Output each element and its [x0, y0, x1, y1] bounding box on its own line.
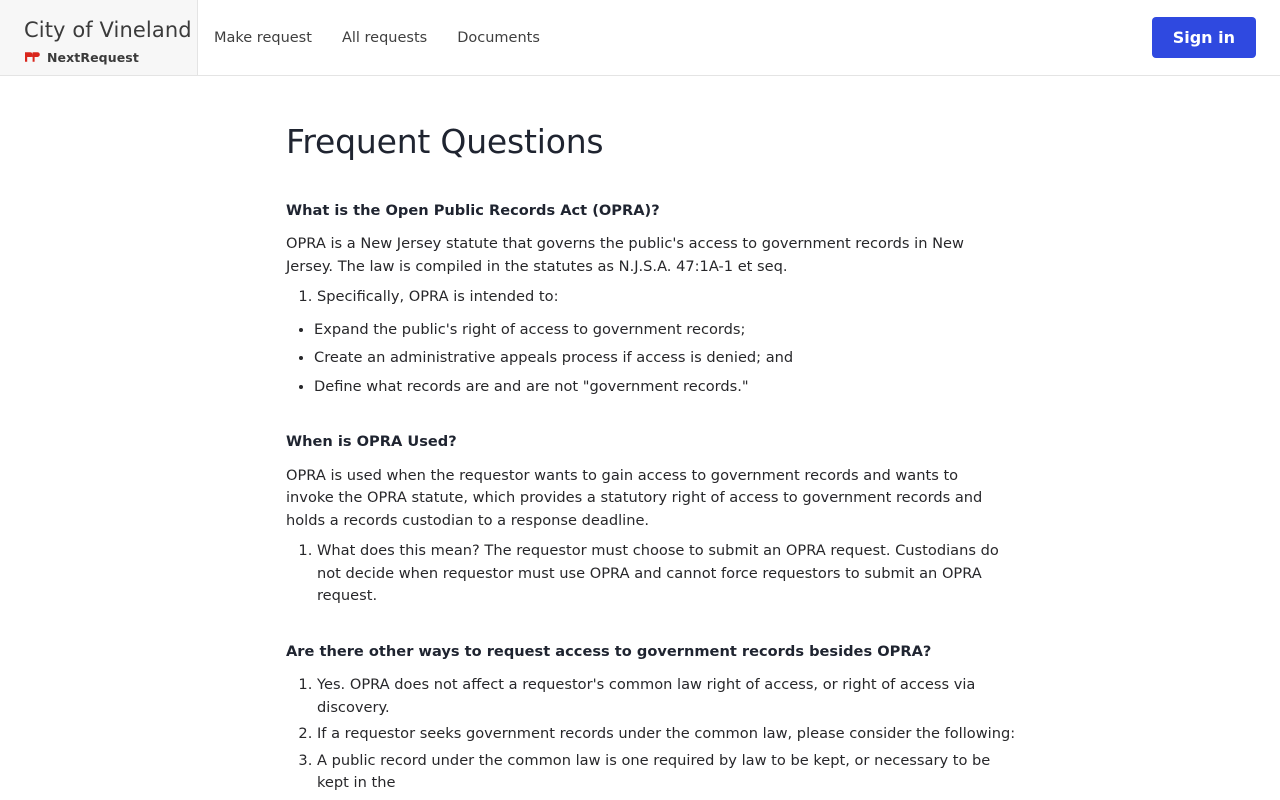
site-header	[0, 0, 1280, 76]
brand-subtitle: NextRequest	[47, 49, 139, 65]
faq-answer-paragraph: OPRA is a New Jersey statute that governs the public's access to government records in New Jersey. The law is compiled in the statutes as N.J.S.A. 47:1A-1 et seq.	[286, 235, 964, 275]
nav-item-make-request[interactable]: Make request	[214, 29, 312, 46]
nav-item-documents[interactable]: Documents	[457, 29, 540, 46]
list-item: 1. Yes. OPRA does not affect a requestor's common law right of access, or right of access via discovery.	[317, 674, 1022, 719]
list-item: 3. A public record under the common law is one required by law to be kept, or necessary to be kept in the	[317, 750, 1022, 795]
faq-question-heading: What is the Open Public Records Act (OPRA)?	[286, 202, 660, 219]
list-item: 2. If a requestor seeks government records under the common law, please consider the following:	[317, 723, 1022, 746]
brand-block[interactable]	[0, 0, 198, 75]
faq-answer-paragraph: OPRA is used when the requestor wants to gain access to government records and wants to invoke the OPRA statute, which provides a statutory right of access to government records and holds a records custodian to a response deadline.	[286, 466, 983, 529]
faq-question-heading: When is OPRA Used?	[286, 433, 457, 451]
page-content	[0, 76, 1280, 795]
nav-item-all-requests[interactable]: All requests	[341, 29, 428, 46]
list-item: • Create an administrative appeals process if access is denied; and	[314, 347, 1280, 370]
faq-section-opra-usage	[286, 432, 1280, 607]
faq-section-other-ways	[286, 642, 1280, 795]
faq-numbered-list	[286, 540, 1022, 608]
brand-subtitle-row	[24, 50, 197, 65]
sign-in-button[interactable]: Sign in	[1152, 17, 1256, 58]
faq-section-opra-definition	[286, 201, 1280, 398]
header-actions	[1152, 0, 1280, 75]
list-item: 1. What does this mean? The requestor must choose to submit an OPRA request. Custodians do not decide when requestor must use OPRA and cannot force requestors to submit an OPRA request.	[317, 540, 1022, 608]
page-title: Frequent Questions	[286, 122, 604, 161]
brand-title: City of Vineland	[24, 18, 192, 43]
faq-question-heading: Are there other ways to request access to government records besides OPRA?	[286, 642, 932, 660]
faq-numbered-list	[286, 286, 1022, 309]
list-item: 1. Specifically, OPRA is intended to:	[317, 286, 1022, 309]
faq-bullet-list	[286, 319, 1280, 399]
list-item: • Define what records are and are not "government records."	[314, 376, 1280, 399]
nextrequest-logo-icon	[24, 51, 41, 63]
list-item: • Expand the public's right of access to government records;	[314, 319, 1280, 342]
main-navigation	[198, 0, 1152, 75]
faq-numbered-list	[286, 674, 1022, 795]
